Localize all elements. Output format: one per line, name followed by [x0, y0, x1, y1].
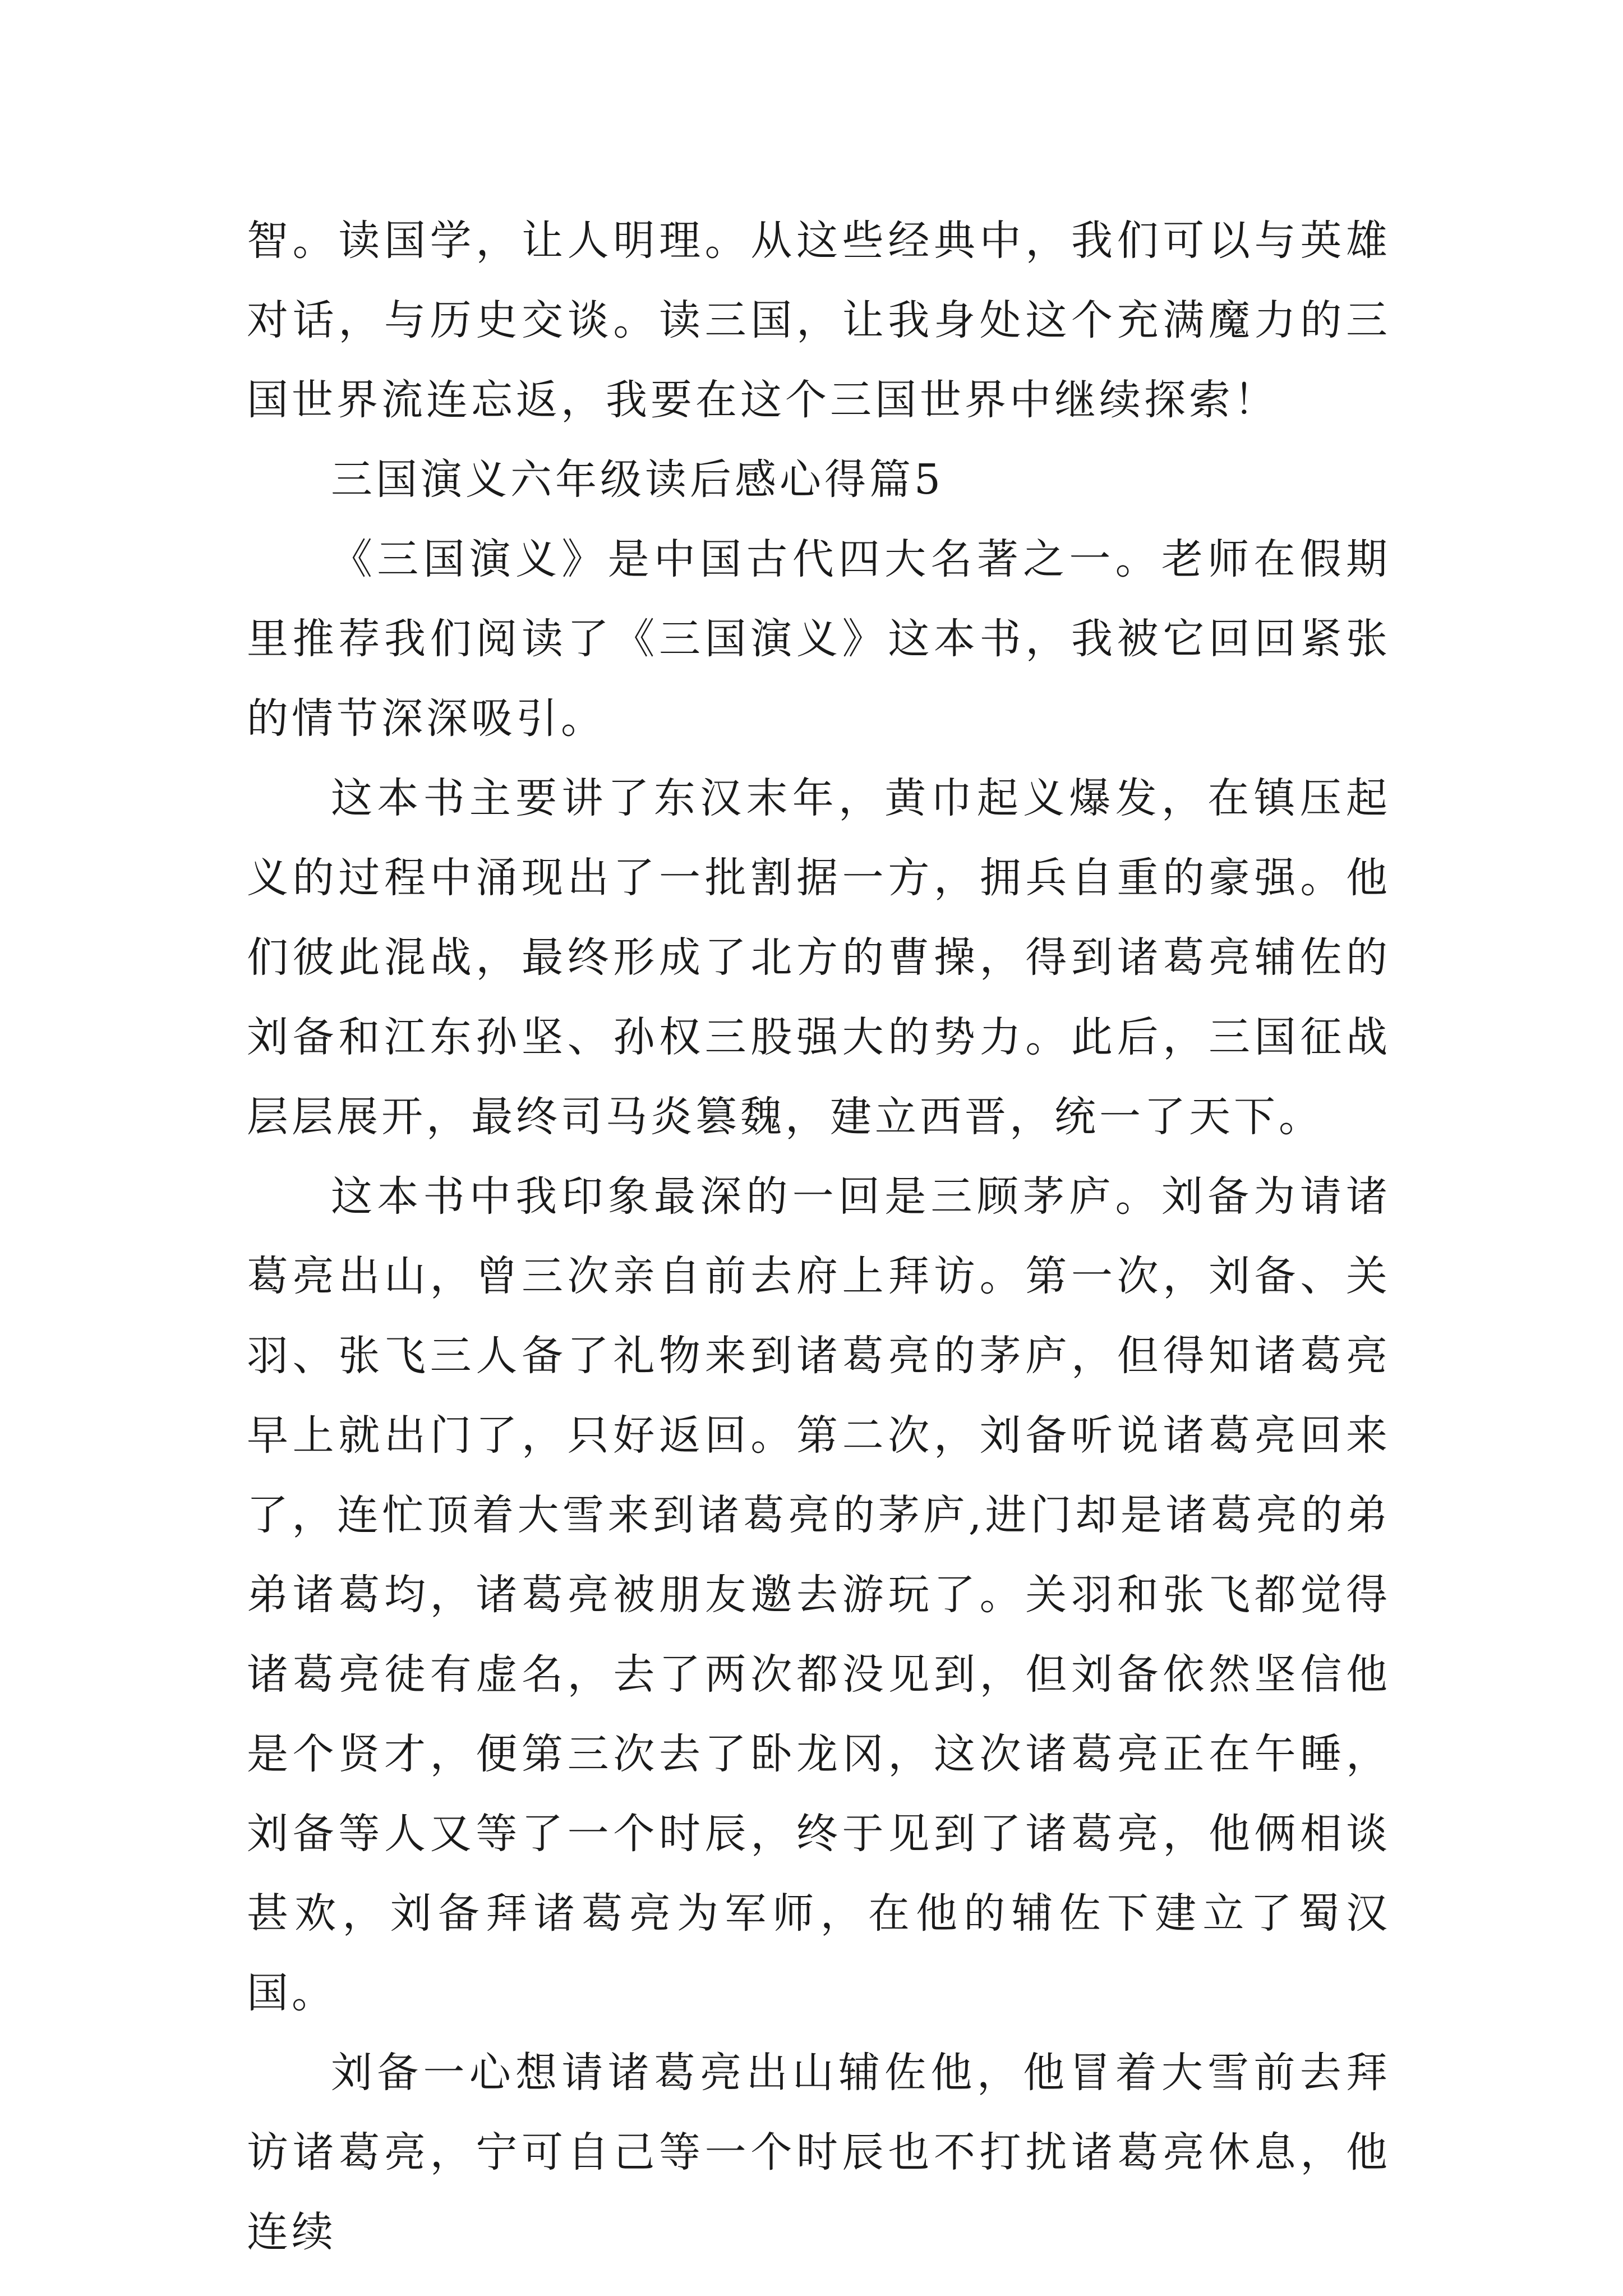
- paragraph-intro: 《三国演义》是中国古代四大名著之一。老师在假期里推荐我们阅读了《三国演义》这本书，我被它回回紧张的情节深深吸引。: [247, 535, 1391, 743]
- paragraph-three-visits: 这本书中我印象最深的一回是三顾茅庐。刘备为请诸葛亮出山，曾三次亲自前去府上拜访。第一次，刘备、关羽、张飞三人备了礼物来到诸葛亮的茅庐，但得知诸葛亮早上就出门了，只好返回。第二次，刘备听说诸葛亮回来了，连忙顶着大雪来到诸葛亮的茅庐,进门却是诸葛亮的弟弟诸葛均，诸葛亮被朋友邀去游玩了。关羽和张飞都觉得诸葛亮徒有虚名，去了两次都没见到，但刘备依然坚信他是个贤才，便第三次去了卧龙冈，这次诸葛亮正在午睡，刘备等人又等了一个时辰，终于见到了诸葛亮，他俩相谈甚欢，刘备拜诸葛亮为军师，在他的辅佐下建立了蜀汉国。: [247, 1172, 1391, 2017]
- paragraph-summary: 这本书主要讲了东汉末年，黄巾起义爆发，在镇压起义的过程中涌现出了一批割据一方，拥兵自重的豪强。他们彼此混战，最终形成了北方的曹操，得到诸葛亮辅佐的刘备和江东孙坚、孙权三股强大的势力。此后，三国征战层层展开，最终司马炎篡魏，建立西晋，统一了天下。: [247, 774, 1391, 1141]
- paragraph-reflection: 刘备一心想请诸葛亮出山辅佐他，他冒着大雪前去拜访诸葛亮，宁可自己等一个时辰也不打扰诸葛亮休息，他连续: [247, 2049, 1391, 2256]
- document-body: [247, 201, 1391, 2272]
- section-heading: 三国演义六年级读后感心得篇5: [331, 455, 944, 504]
- paragraph-continuation: 智。读国学，让人明理。从这些经典中，我们可以与英雄对话，与历史交谈。读三国，让我身处这个充满魔力的三国世界流连忘返，我要在这个三国世界中继续探索！: [247, 217, 1391, 424]
